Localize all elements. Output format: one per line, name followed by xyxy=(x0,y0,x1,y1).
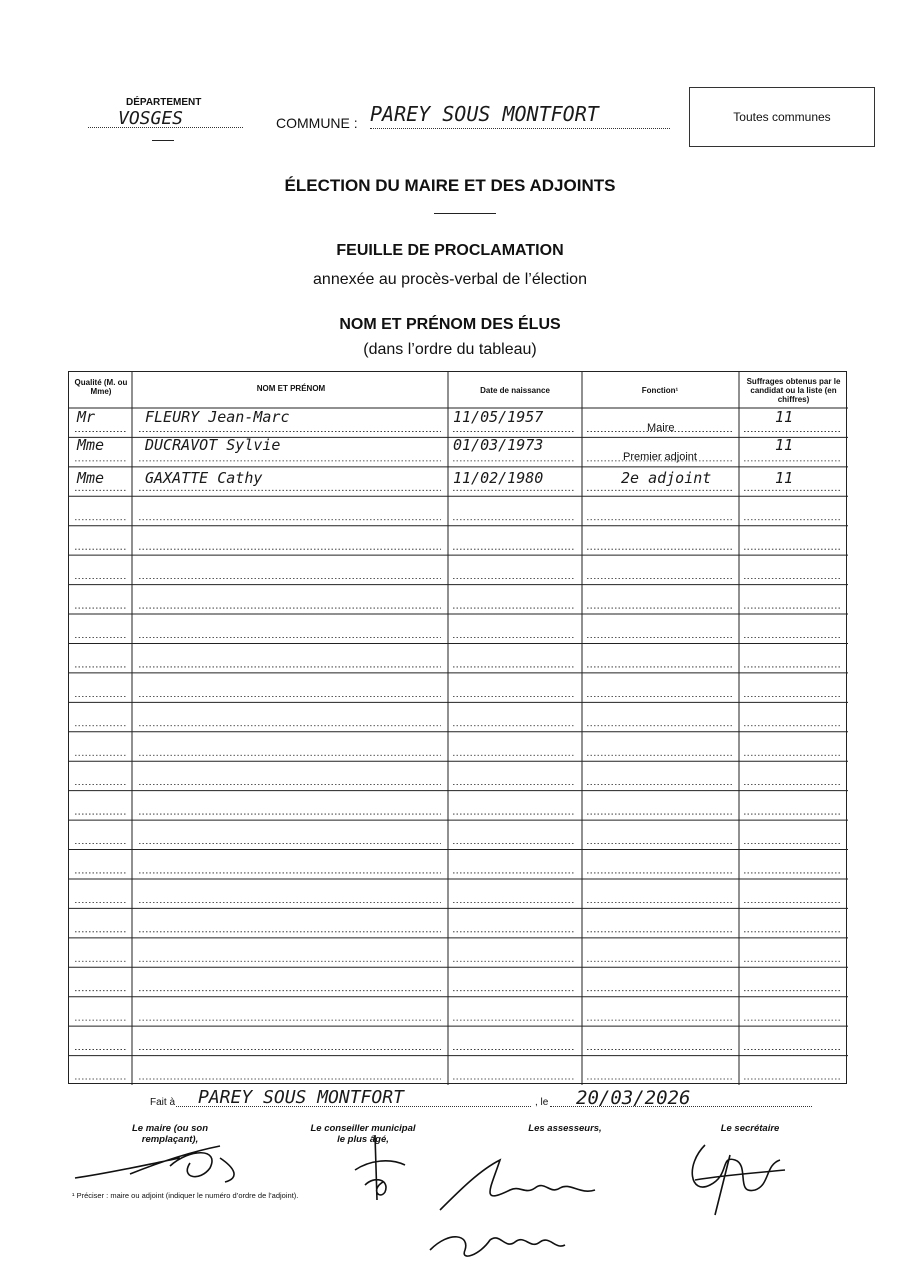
toutes-communes-label: Toutes communes xyxy=(733,110,831,124)
signature-maire xyxy=(70,1138,250,1188)
sig-label-assesseurs: Les assesseurs, xyxy=(528,1123,602,1134)
row2-nom: DUCRAVOT Sylvie xyxy=(145,436,281,454)
signature-assesseurs xyxy=(420,1150,620,1265)
signature-secretaire xyxy=(675,1135,795,1225)
fait-label: Fait à xyxy=(150,1097,176,1108)
le-label: , le xyxy=(535,1097,549,1108)
row1-qualite: Mr xyxy=(77,408,96,426)
signature-conseiller xyxy=(345,1130,415,1205)
header-fonction: Fonction¹ xyxy=(641,386,679,395)
sig-label-secretaire: Le secrétaire xyxy=(720,1123,780,1134)
row2-fonction: Premier adjoint xyxy=(623,451,697,463)
elus-heading: NOM ET PRÉNOM DES ÉLUS xyxy=(339,316,561,333)
row1-fonction: Maire xyxy=(647,422,675,434)
elus-table xyxy=(68,371,847,1084)
row2-qualite: Mme xyxy=(77,436,105,454)
title-rule xyxy=(434,213,496,214)
row3-suffrages: 11 xyxy=(775,469,794,487)
footnote: ¹ Préciser : maire ou adjoint (indiquer le numéro d’ordre de l’adjoint). xyxy=(72,1191,299,1200)
departement-rule xyxy=(152,140,174,141)
header-suffrages: Suffrages obtenus par le candidat ou la liste (en chiffres) xyxy=(746,377,841,404)
row1-date: 11/05/1957 xyxy=(453,408,544,426)
sheet-title: FEUILLE DE PROCLAMATION xyxy=(336,242,564,259)
row2-date: 01/03/1973 xyxy=(453,436,544,454)
row3-qualite: Mme xyxy=(77,469,105,487)
header-date: Date de naissance xyxy=(480,386,550,395)
header-qualite: Qualité (M. ou Mme) xyxy=(74,378,128,396)
row1-suffrages: 11 xyxy=(775,408,794,426)
commune-value: PAREY SOUS MONTFORT xyxy=(370,100,670,129)
sig-label-conseiller: Le conseiller municipal le plus âgé, xyxy=(310,1123,416,1145)
page-title: ÉLECTION DU MAIRE ET DES ADJOINTS xyxy=(284,176,616,195)
departement-label: DÉPARTEMENT xyxy=(126,97,202,108)
row3-nom: GAXATTE Cathy xyxy=(145,469,263,487)
header-nom: NOM ET PRÉNOM xyxy=(256,384,326,393)
fait-value: PAREY SOUS MONTFORT xyxy=(176,1087,531,1107)
order-subtitle: (dans l’ordre du tableau) xyxy=(363,341,537,358)
row3-fonction: 2e adjoint xyxy=(621,469,712,487)
departement-value: VOSGES xyxy=(88,108,243,128)
commune-label: COMMUNE : xyxy=(276,115,358,131)
signature-date: 20/03/2026 xyxy=(550,1087,812,1107)
sig-label-maire: Le maire (ou son remplaçant), xyxy=(131,1123,208,1145)
row1-nom: FLEURY Jean-Marc xyxy=(145,408,290,426)
row3-date: 11/02/1980 xyxy=(453,469,544,487)
toutes-communes-box xyxy=(689,87,875,147)
row2-suffrages: 11 xyxy=(775,436,794,454)
annex-subtitle: annexée au procès-verbal de l’élection xyxy=(313,271,587,288)
